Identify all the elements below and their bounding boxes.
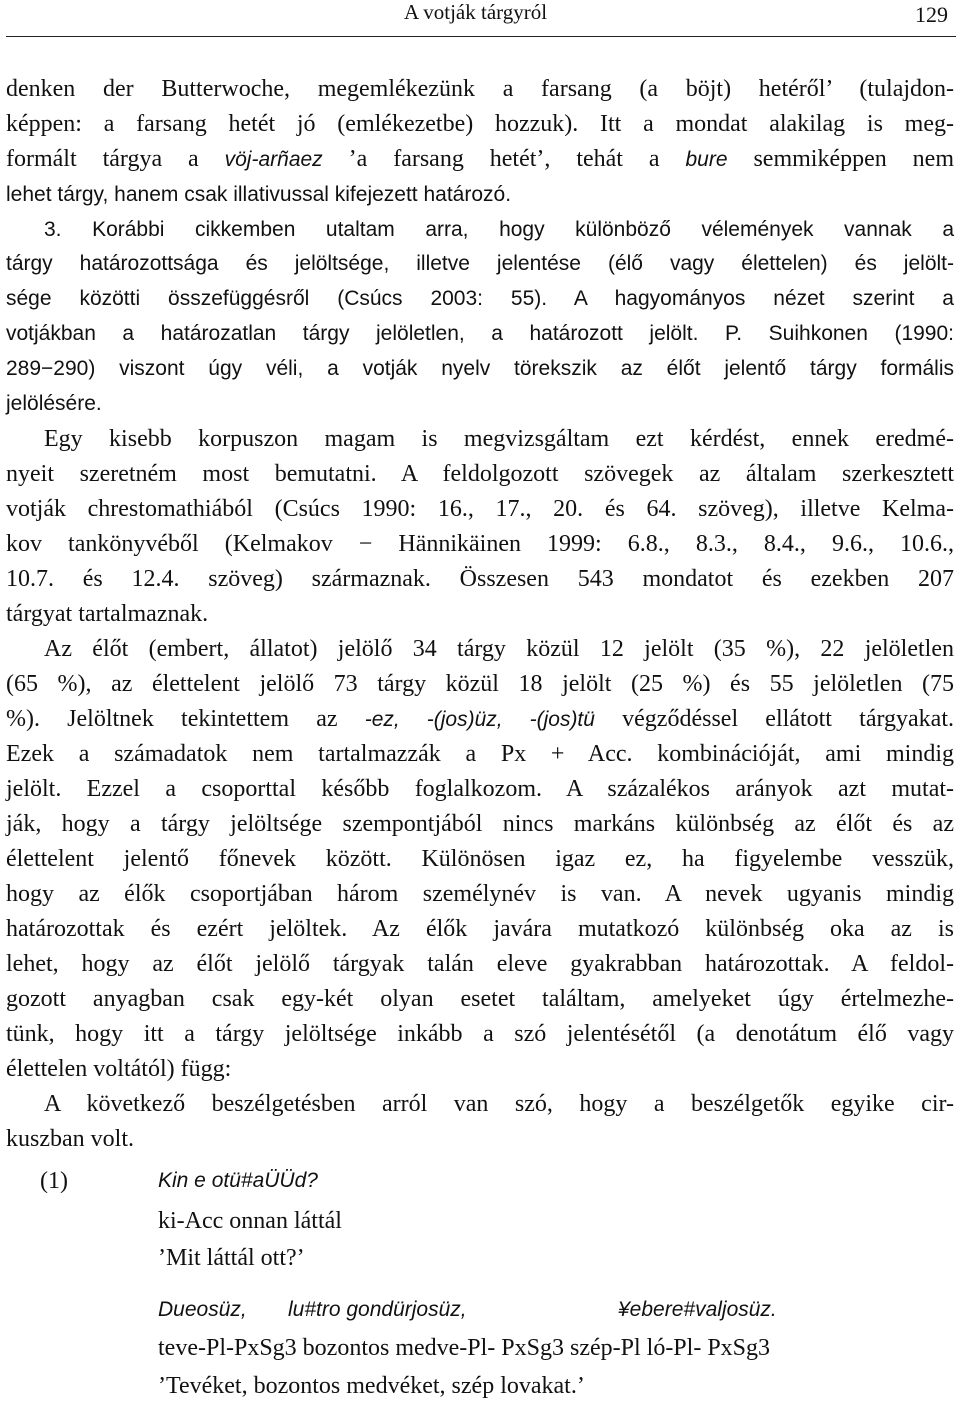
example-translation-line: ’Mit láttál ott?’ (158, 1245, 305, 1271)
text-line (6, 142, 954, 176)
term-italic: vöj-arñaez (224, 148, 323, 171)
text-line: Az élőt (embert, állatot) jelölő 34 tárgy közül 12 jelölt (35 %), 22 jelöletlen (44, 636, 954, 662)
example-gloss-line: teve-Pl-PxSg3 bozontos medve-Pl- PxSg3 szép-Pl ló-Pl- PxSg3 (158, 1335, 771, 1361)
text-line: votjákban a határozatlan tárgy jelöletlen, a határozott jelölt. P. Suihkonen (1990: (6, 322, 954, 345)
example-number: (1) (40, 1168, 68, 1194)
text-span: semmiképpen nem (727, 146, 955, 172)
text-line: 10.7. és 12.4. szöveg) származnak. Összesen 543 mondatot és ezekben 207 (6, 566, 954, 592)
example-translation-line: ’Tevéket, bozontos medvéket, szép lovakat.’ (158, 1373, 585, 1399)
example-source-word: ¥ebere#valjosüz. (618, 1298, 777, 1321)
text-span: formált tárgya a (6, 146, 225, 172)
example-gloss-line: ki-Acc onnan láttál (158, 1208, 342, 1234)
text-span: ’a farsang hetét’, tehát a (322, 146, 686, 172)
running-header (6, 0, 956, 37)
text-line: jelölt. Ezzel a csoporttal később foglalkozom. A százalékos arányok azt mutat- (6, 776, 954, 802)
text-line: kov tankönyvéből (Kelmakov − Hännikäinen 1999: 6.8., 8.3., 8.4., 9.6., 10.6., (6, 531, 954, 557)
text-line: határozottak és ezért jelöltek. Az élők javára mutatkozó különbség oka az is (6, 916, 954, 942)
text-line: tünk, hogy itt a tárgy jelöltsége inkább a szó jelentésétől (a denotátum élő vagy (6, 1021, 954, 1047)
text-line: gozott anyagban csak egy-két olyan esetet találtam, amelyeket úgy értelmezhe- (6, 986, 954, 1012)
text-line: votják chrestomathiából (Csúcs 1990: 16., 17., 20. és 64. szöveg), illetve Kelma- (6, 496, 954, 522)
text-span: végződéssel ellátott tárgyakat. (594, 706, 955, 732)
example-source-word: Dueosüz, (158, 1298, 247, 1321)
example-source-word: lu#tro gondürjosüz, (288, 1298, 467, 1321)
text-span: lehet tárgy, hanem csak illativussal kifejezett határozó. (6, 183, 512, 206)
text-line: denken der Butterwoche, megemlékezünk a farsang (a böjt) hetéről’ (tulajdon- (6, 76, 954, 102)
text-line: tárgy határozottsága és jelöltsége, illetve jelentése (élő vagy élettelen) és jelölt- (6, 252, 954, 275)
text-line: élettelen voltától) függ: (6, 1056, 232, 1082)
text-line: kuszban volt. (6, 1126, 134, 1152)
text-line: élettelent jelentő főnevek között. Különösen igaz ez, ha figyelembe vesszük, (6, 846, 954, 872)
text-line: ják, hogy a tárgy jelöltsége szempontjából nincs markáns különbség az élőt és az (6, 811, 954, 837)
term-italic: bure (685, 148, 728, 171)
text-line: 289−290) viszont úgy véli, a votják nyelv törekszik az élőt jelentő tárgy formális (6, 357, 954, 380)
text-span: %). Jelöltnek tekintettem az (6, 706, 365, 732)
example-source-line: Kin e otü#aÜÜd? (158, 1169, 318, 1192)
text-line: sége közötti összefüggésről (Csúcs 2003: 55). A hagyományos nézet szerint a (6, 287, 954, 310)
text-line (6, 177, 954, 211)
page-number: 129 (915, 2, 948, 27)
text-line: képpen: a farsang hetét jó (emlékezetbe) hozzuk). Itt a mondat alakilag is meg- (6, 111, 954, 137)
text-line (44, 212, 954, 246)
running-title: A votják tárgyról (404, 0, 548, 24)
text-line: Ezek a számadatok nem tartalmazzák a Px + Acc. kombinációját, ami mindig (6, 741, 954, 767)
text-line: hogy az élők csoportjában három személynév is van. A nevek ugyanis mindig (6, 881, 954, 907)
text-line: tárgyat tartalmaznak. (6, 601, 209, 627)
text-line (6, 702, 954, 736)
text-line: nyeit szeretném most bemutatni. A feldolgozott szövegek az általam szerkesztett (6, 461, 954, 487)
text-line: A következő beszélgetésben arról van szó, hogy a beszélgetők egyike cir- (44, 1091, 954, 1117)
text-line: (65 %), az élettelent jelölő 73 tárgy közül 18 jelölt (25 %) és 55 jelöletlen (75 (6, 671, 954, 697)
text-span: 3. Korábbi cikkemben utaltam arra, hogy különböző vélemények vannak a (44, 218, 954, 241)
suffix-italic: -ez, -(jos)üz, -(jos)tü (364, 708, 595, 731)
text-line: Egy kisebb korpuszon magam is megvizsgáltam ezt kérdést, ennek eredmé- (44, 426, 954, 452)
text-line: lehet, hogy az élőt jelölő tárgyak talán eleve gyakrabban határozottak. A feldol- (6, 951, 954, 977)
text-line: jelölésére. (6, 392, 102, 415)
